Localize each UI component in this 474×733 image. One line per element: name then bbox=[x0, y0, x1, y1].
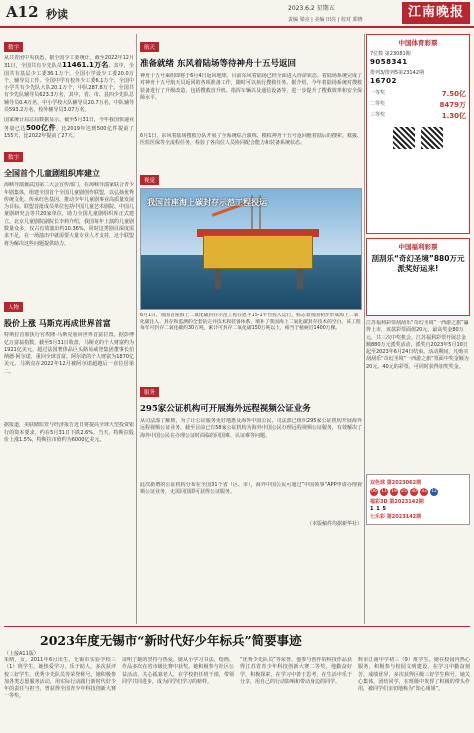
red-ball: 33 bbox=[421, 489, 427, 494]
draw-results bbox=[366, 474, 470, 525]
section-tag-number: 数字 bbox=[4, 42, 23, 52]
page-number: A12 bbox=[6, 3, 39, 21]
article-notary: 从司法部了解到，为了让公证服务更好地惠及海外中国公民，司法部已组织295家公证机构开展海外远程视频公证业务，截至目前已有58家公证机构为海外中国公民办理远程视频公证服务，有效解决了海外中国公民在办理公证时面临的回国难、认证难等问题。 bbox=[140, 418, 362, 439]
lottery-title-2: 排列3/排列5第23142期 bbox=[370, 70, 424, 76]
bottom-article-col-2: 证明了她的坚持与热爱。她从小学习书法、绘画，作品多次在省市级比赛中获奖。她积极参与社区公益活动，关心孤寡老人，在学校担任班干部，带领同学共同进步，成为同学们学习的榜样。 bbox=[122, 657, 234, 685]
right-column bbox=[366, 34, 470, 624]
section-name: 秒读 bbox=[46, 8, 68, 21]
article-children-drama: 海峡导演兼武国第二大会宣传部门，在海峡导演家联合青少年剧集体，组建全国首个全国儿童剧创作联盟，以弘扬优秀传统文化、传承红色基因、推动少年儿童剧事业高质量发展为目标。联盟首批成员单位包括中国儿童艺术剧院、中国儿童剧研究会等共20家单位，助力全国儿童剧组织库正式建立。北京儿童剧院副院长李莉介绍，我国每年上演的儿童剧数量众多，仅占有效演出约10.36%，同时这类剧目深度需求不足，在一场演出中就需要大量专业人才支持，这个联盟将为解决这些问题提供助力。 bbox=[4, 182, 134, 247]
draw-title-3: 七乐彩 第2023142期 bbox=[370, 514, 422, 520]
article-young-pioneers: 从共青团中央获悉，据全国少工委统计，截至2022年12月31日，全国共有少先队员11461.1万名。其中，全国共有基层少工委36.1万个，全国小学设少工委20.0万个，辅导员工作、全国中学有校外少工委6.1万个，全国中小学共有少先队大队20.1万个，中队287.8万个。全国共有少先队辅导员623.3万名，其中，省、市、县四少先队总辅导员0.4万名，中小学校大队辅导员20.7万名，中队辅导员593.2万名，校外辅导员3.07万名。 bbox=[4, 55, 134, 114]
stat-express-count: 500亿件 bbox=[26, 123, 57, 132]
sports-lottery-ad bbox=[366, 34, 470, 234]
blue-ball: 12 bbox=[431, 489, 437, 494]
red-ball: 30 bbox=[411, 489, 417, 494]
article-musk: 特斯拉首席执行官埃隆·马斯克重回世界首富位置。据彭博亿万富翁指数，截至5月31日收盘，马斯克的个人财富约为1921亿美元，超过法国奢侈品巨头路易威登集团董事长伯纳德·阿尔诺，重回全球首富。阿尔诺的个人财富为1870亿美元。马斯克在2022年12月被阿尔诺超越后一直位居第二。 bbox=[4, 332, 134, 375]
column-divider bbox=[364, 34, 365, 624]
photo-caption: 6月1日，我国首座海上二氧化碳封存示范工程在恩平15-1平台投入运行，标志着我国初步形成海上二氧化碳注入、封存和监测的全套钻完井技术和装备体系，填补了我国海上二氧化碳封存技术的空白。该工程每年可封存二氧化碳约30万吨，累计可封存二氧化碳150万吨以上，相当于植树近1400万棵。 bbox=[140, 313, 361, 332]
column-divider bbox=[136, 34, 137, 624]
headline-notary: 295家公证机构可开展海外远程视频公证业务 bbox=[140, 404, 311, 414]
headline-good-youth: 2023年度无锡市“新时代好少年标兵”简要事迹 bbox=[40, 633, 302, 648]
bottom-divider bbox=[4, 626, 470, 627]
red-ball: 19 bbox=[391, 489, 397, 494]
sports-lottery-logo: 中国体育彩票 bbox=[398, 39, 438, 47]
welfare-lottery-headline: 刮刮乐“奇幻圣境”880万元派奖好运来! bbox=[371, 254, 465, 273]
bottom-article bbox=[4, 657, 470, 731]
issue-date: 2023.6.2 星期五 bbox=[288, 5, 335, 12]
bottom-article-col-1: 朱晴，女，2011年6月出生，无锡市实验学校三（1）班学生。她热爱学习，乐于助人，多次获评校三好学生、优秀少先队员等荣誉称号。她积极参加各类志愿服务活动，用实际行动践行新时代好少年的责任与担当，曾获得全国青少年科技创新大赛一等奖。 bbox=[4, 657, 116, 700]
source-note: （本版稿件均据新华社） bbox=[306, 521, 362, 527]
editors-line: 责编 梁亮 | 美编 田亮 | 校对 郭晓 bbox=[288, 17, 363, 23]
headline-musk: 股价上涨 马斯克再成世界首富 bbox=[4, 318, 111, 329]
headline-shenzhou: 准备就绪 东风着陆场等待神舟十五号返回 bbox=[140, 59, 296, 69]
oil-platform-photo bbox=[140, 188, 362, 310]
lottery-number-2: 16702 bbox=[370, 77, 397, 85]
welfare-lottery-ad bbox=[366, 238, 470, 316]
welfare-lottery-logo: 中国福利彩票 bbox=[398, 243, 438, 251]
article-shenzhou: 神舟十五号乘组即将于6月4日返回地球，目前东风着陆场已经全面进入待命状态。着陆场系统完成了对神舟十五号航天员返回的各项准备工作，随时可以执行搜救任务。据介绍，今年着陆场系统对搜救装备进行了升级改造，包括搜救直升机、指挥车辆以及通信设备等，进一步提升了搜救效率和安全保障水平。 bbox=[140, 73, 362, 101]
qr-code-icon bbox=[393, 127, 415, 149]
section-tag-visual: 视觉 bbox=[140, 175, 159, 185]
continued-from: （上接A11版） bbox=[4, 651, 39, 657]
middle-column bbox=[140, 34, 362, 624]
prize-row: 三等奖 1.30亿 bbox=[370, 112, 466, 120]
bottom-article-col-3: “优秀少先队员”等荣誉。他参与创作的科技作品获得江苏省青少年科技创新大赛二等奖。他勤奋好学，积极探索，在学习中善于思考，在生活中乐于分享，用自己的行动影响和带动身边的同学。 bbox=[240, 657, 352, 685]
section-tag-culture: 数字 bbox=[4, 152, 23, 162]
red-ball: 11 bbox=[381, 489, 387, 494]
draw-numbers-2: 1 1 5 bbox=[370, 506, 387, 512]
section-tag-service: 服务 bbox=[140, 387, 159, 397]
headline-children-drama: 全国首个儿童剧组织库建立 bbox=[4, 168, 100, 179]
left-column bbox=[4, 34, 134, 624]
qr-code-icon bbox=[421, 127, 443, 149]
photo-overlay-title: 我国首座海上碳封存示范工程投运 bbox=[147, 198, 267, 207]
draw-title: 双色球 第2023062期 bbox=[370, 480, 422, 486]
section-tag-person: 人物 bbox=[4, 302, 23, 312]
draw-balls bbox=[370, 488, 466, 496]
article-express-delivery: 国家统计局总局数据显示，截至5月31日，今年我国快递业务量已达500亿件，比2019年达到500亿件提前了155天，比2022年提前了27天。 bbox=[4, 117, 134, 139]
section-tag-space: 航天 bbox=[140, 42, 159, 52]
prize-row: 二等奖 8479万 bbox=[370, 101, 466, 109]
article-scratch-card: 江苏福利彩票刮刮乐“奇幻圣境”一西游之旅”赢得上市，该款彩票面值20元，最高奖金80万元，共三次中奖机会。江苏福利彩票开展总金额880万元派奖活动，派奖自2023年5月10日起至2023年6月24日结束。活动期间，凡购买刮刮乐“奇幻圣境”一西游之旅”票面中奖金额为20元、40元的彩票，可同时获得加奖奖金。 bbox=[366, 320, 469, 370]
rig-platform bbox=[203, 235, 313, 269]
article-musk-cont: 据报道，美联储监管与经济报告近日将提高全球大型投资银行的资本要求，约在5月31日下跌2.6%。当天，特斯拉股价上涨1.5%，特斯拉市值约为6000亿美元。 bbox=[4, 422, 134, 443]
draw-title-2: 福彩3D 第2023142期 bbox=[370, 499, 424, 505]
red-ball: 06 bbox=[371, 489, 377, 494]
page-header bbox=[0, 0, 474, 28]
stat-pioneers-count: 11461.1万名 bbox=[62, 61, 109, 70]
newspaper-logo: 江南晚报 bbox=[402, 2, 470, 24]
article-shenzhou-cont: 6月1日，东风着陆场搜救分队开展了全系统综合演练，模拟神舟十五号返回舱着陆后的搜索、救援、医监医保等全流程任务，检验了各岗位人员协同配合能力和装备系统状态。 bbox=[140, 133, 362, 147]
lottery-title: 7位数 第23081期 bbox=[370, 51, 411, 57]
article-notary-cont: 此次新增的公证机构分布在全国31个省（区、市），海外中国公民可通过“中国领事”APP申请办理视频公证业务，无需回国即可获得公证服务。 bbox=[140, 482, 362, 496]
red-ball: 25 bbox=[401, 489, 407, 494]
prize-row: 一等奖 7.50亿 bbox=[370, 90, 466, 98]
lottery-number: 9058341 bbox=[370, 58, 408, 66]
bottom-article-col-4: 辉市江南中学初三（9）班学生。她在校园内热心服务，积极参与校园文明建设，在学习中勤奋刻苦，成绩优异，多次获得区级三好学生称号。她关心集体，团结同学，在班级中发挥了积极的带头作用，被同学们亲切地称为“知心姐姐”。 bbox=[358, 657, 470, 693]
